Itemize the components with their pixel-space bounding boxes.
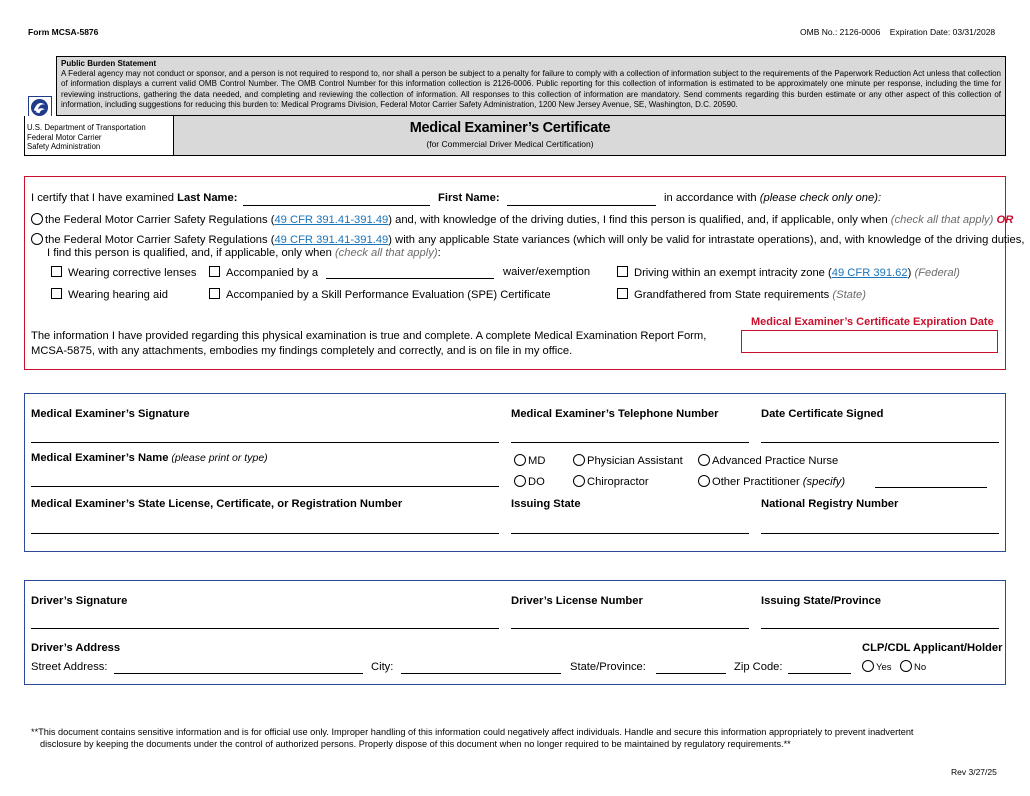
cb-lenses-label: Wearing corrective lenses — [68, 267, 197, 279]
city-field[interactable] — [401, 673, 561, 674]
last-name-field[interactable] — [243, 205, 430, 206]
option-state-text-2: ) with any applicable State variances (which will only be valid for intrastate operations), and, with knowledge of the driving duties, — [388, 234, 1025, 246]
chiro-label: Chiropractor — [587, 476, 649, 488]
agency-block — [24, 116, 174, 156]
credential-md[interactable] — [514, 454, 545, 467]
form-id: Form MCSA-5876 — [28, 27, 99, 37]
agency-line-3: Safety Administration — [27, 142, 101, 152]
do-radio[interactable] — [514, 475, 526, 487]
notice-line-1: **This document contains sensitive information and is for official use only. Improper handling of this information could negatively affect individuals. Handle and secure this information appropriately to prevent inadvertent — [31, 727, 914, 737]
clp-yes-radio[interactable] — [862, 660, 874, 672]
md-label: MD — [528, 455, 546, 467]
cb-spe-label: Accompanied by a Skill Performance Evaluation (SPE) Certificate — [226, 289, 551, 301]
registry-number-label: National Registry Number — [761, 498, 899, 510]
pa-label: Physician Assistant — [587, 455, 683, 467]
option-federal-row — [31, 213, 1013, 226]
clp-no-option[interactable] — [900, 660, 926, 673]
md-radio[interactable] — [514, 454, 526, 466]
burden-statement-box — [56, 56, 1006, 116]
issuing-state-label: Issuing State — [511, 498, 581, 510]
apn-radio[interactable] — [698, 454, 710, 466]
credential-do[interactable] — [514, 475, 545, 488]
other-label: Other Practitioner — [712, 476, 803, 488]
cfr-link-2[interactable]: 49 CFR 391.41-391.49 — [274, 234, 389, 246]
option-state-row-2 — [47, 247, 441, 259]
omb-expiration: Expiration Date: 03/31/2028 — [889, 27, 996, 37]
cfr-link-1[interactable]: 49 CFR 391.41-391.49 — [274, 214, 389, 226]
last-name-label: Last Name: — [177, 192, 238, 204]
other-practitioner-field[interactable] — [875, 487, 987, 488]
zip-field[interactable] — [788, 673, 851, 674]
checkbox-intracity[interactable] — [617, 266, 628, 277]
examiner-name-field[interactable] — [31, 486, 499, 487]
cb-hearing-label: Wearing hearing aid — [68, 289, 168, 301]
option-state-radio[interactable] — [31, 233, 43, 245]
examiner-telephone-label: Medical Examiner’s Telephone Number — [511, 408, 719, 420]
street-label: Street Address: — [31, 661, 108, 673]
issuing-province-label: Issuing State/Province — [761, 595, 881, 607]
clp-no-label: No — [914, 662, 927, 673]
checkbox-hearing[interactable] — [51, 288, 62, 299]
driver-signature-label: Driver’s Signature — [31, 595, 128, 607]
clp-no-radio[interactable] — [900, 660, 912, 672]
other-radio[interactable] — [698, 475, 710, 487]
street-field[interactable] — [114, 673, 363, 674]
examiner-telephone-field[interactable] — [511, 442, 749, 443]
cb-grandfathered-label: Grandfathered from State requirements — [634, 289, 833, 301]
waiver-field[interactable] — [326, 278, 494, 279]
burden-text: A Federal agency may not conduct or sponsor, and a person is not required to respond to, nor shall a person be subject to a penalty for failure to comply with a collection of information subject to the requirements of the Paperwork Reduction Act unless that collection of information displays a current valid OMB Control Number. The OMB Control Number for this information collection is 2126-0006. Public reporting for this collection of information is estimated to be approximately one minute per response, including the time for reviewing instructions, gathering the data needed, and completing and reviewing the collection of information. All responses to this collection of information are mandatory. Send comments regarding this burden estimate or any other aspect of this collection of information, including suggestions for reducing this burden to: Medical Programs Division, Federal Motor Carrier Safety Administration, 1200 New Jersey Avenue, SE, Washington, D.C. 20590. — [61, 69, 1001, 109]
page-subtitle: (for Commercial Driver Medical Certification) — [426, 139, 594, 149]
chiro-radio[interactable] — [573, 475, 585, 487]
omb-number: OMB No.: 2126-0006 — [800, 27, 881, 37]
option-state-colon: : — [437, 247, 441, 259]
accordance-text — [664, 192, 881, 204]
driver-license-label: Driver’s License Number — [511, 595, 643, 607]
date-signed-label: Date Certificate Signed — [761, 408, 884, 420]
credential-chiro[interactable] — [573, 475, 649, 488]
check-all-hint-2: (check all that apply) — [334, 247, 438, 259]
examiner-signature-field[interactable] — [31, 442, 499, 443]
examiner-name-hint: (please print or type) — [168, 452, 268, 464]
checkbox-grandfathered[interactable] — [617, 288, 628, 299]
credential-apn[interactable] — [698, 454, 838, 467]
registry-number-field[interactable] — [761, 533, 999, 534]
revision-date: Rev 3/27/25 — [951, 767, 997, 777]
option-federal-radio[interactable] — [31, 213, 43, 225]
issuing-state-field[interactable] — [511, 533, 749, 534]
credential-pa[interactable] — [573, 454, 683, 467]
cb-accompanied-waiver[interactable] — [209, 266, 318, 279]
issuing-province-field[interactable] — [761, 628, 999, 629]
clp-cdl-label: CLP/CDL Applicant/Holder — [862, 642, 1003, 654]
cb-spe-certificate[interactable] — [209, 288, 551, 301]
burden-title: Public Burden Statement — [61, 59, 157, 68]
check-all-hint-1: (check all that apply) — [890, 214, 994, 226]
check-one-hint: (please check only one): — [759, 192, 882, 204]
first-name-field[interactable] — [507, 205, 656, 206]
cb-intracity[interactable] — [617, 266, 960, 279]
cb-intracity-close: ) — [907, 267, 915, 279]
state-hint: (State) — [832, 289, 866, 301]
agency-line-2: Federal Motor Carrier — [27, 132, 102, 142]
clp-yes-label: Yes — [876, 662, 892, 673]
agency-line-1: U.S. Department of Transportation — [27, 123, 146, 132]
city-label: City: — [371, 661, 394, 673]
cfr-link-3[interactable]: 49 CFR 391.62 — [831, 267, 908, 279]
pa-radio[interactable] — [573, 454, 585, 466]
cb-intracity-label: Driving within an exempt intracity zone ( — [634, 267, 832, 279]
cb-grandfathered[interactable] — [617, 288, 866, 301]
expiration-date-field[interactable] — [741, 330, 998, 353]
credential-other[interactable] — [698, 475, 845, 488]
statement-line-1: The information I have provided regarding this physical examination is true and complete. A complete Medical Examination Report Form, — [31, 330, 707, 342]
examiner-name-label-group — [31, 452, 268, 464]
apn-label: Advanced Practice Nurse — [712, 455, 839, 467]
option-federal-text: the Federal Motor Carrier Safety Regulations ( — [45, 214, 275, 226]
clp-yes-option[interactable] — [862, 660, 892, 673]
federal-hint: (Federal) — [914, 267, 960, 279]
cb-hearing-aid[interactable] — [51, 288, 168, 301]
certify-line — [31, 192, 237, 204]
option-state-text: the Federal Motor Carrier Safety Regulations ( — [45, 234, 275, 246]
do-label: DO — [528, 476, 545, 488]
option-federal-text-2: ) and, with knowledge of the driving duties, I find this person is qualified, and, if applicable, only when — [388, 214, 891, 226]
state-province-field[interactable] — [656, 673, 726, 674]
sensitivity-notice — [31, 726, 914, 750]
examiner-name-label: Medical Examiner’s Name — [31, 452, 169, 464]
license-number-field[interactable] — [31, 533, 499, 534]
checkbox-lenses[interactable] — [51, 266, 62, 277]
cb-corrective-lenses[interactable] — [51, 266, 197, 279]
notice-line-2: disclosure by keeping the documents under the control of authorized persons. Properly dispose of this document when no longer required to be maintained by regulatory requirements.** — [40, 739, 791, 749]
zip-label: Zip Code: — [734, 661, 783, 673]
page-title: Medical Examiner’s Certificate — [409, 120, 611, 136]
state-province-label: State/Province: — [570, 661, 646, 673]
option-state-text-3: I find this person is qualified, and, if applicable, only when — [47, 247, 335, 259]
driver-license-field[interactable] — [511, 628, 749, 629]
cb-accompanied-label: Accompanied by a — [226, 267, 319, 279]
cb-waiver-label: waiver/exemption — [503, 266, 591, 278]
accordance-label: in accordance with — [664, 192, 760, 204]
other-hint: (specify) — [802, 476, 846, 488]
certify-intro: I certify that I have examined — [31, 192, 178, 204]
date-signed-field[interactable] — [761, 442, 999, 443]
or-label: OR — [996, 214, 1014, 226]
driver-address-label: Driver’s Address — [31, 642, 121, 654]
first-name-label: First Name: — [438, 192, 500, 204]
statement-line-2: MCSA-5875, with any attachments, embodies my findings completely and correctly, and is on file in my office. — [31, 345, 573, 357]
checkbox-accompanied[interactable] — [209, 266, 220, 277]
option-state-row — [31, 233, 1024, 246]
omb-info — [800, 27, 995, 37]
examiner-signature-label: Medical Examiner’s Signature — [31, 408, 190, 420]
attestation-statement — [31, 329, 706, 359]
dot-logo-icon — [30, 98, 49, 117]
license-number-label: Medical Examiner’s State License, Certificate, or Registration Number — [31, 498, 403, 510]
driver-signature-field[interactable] — [31, 628, 499, 629]
expiration-date-label: Medical Examiner’s Certificate Expiration Date — [751, 316, 994, 328]
checkbox-spe[interactable] — [209, 288, 220, 299]
